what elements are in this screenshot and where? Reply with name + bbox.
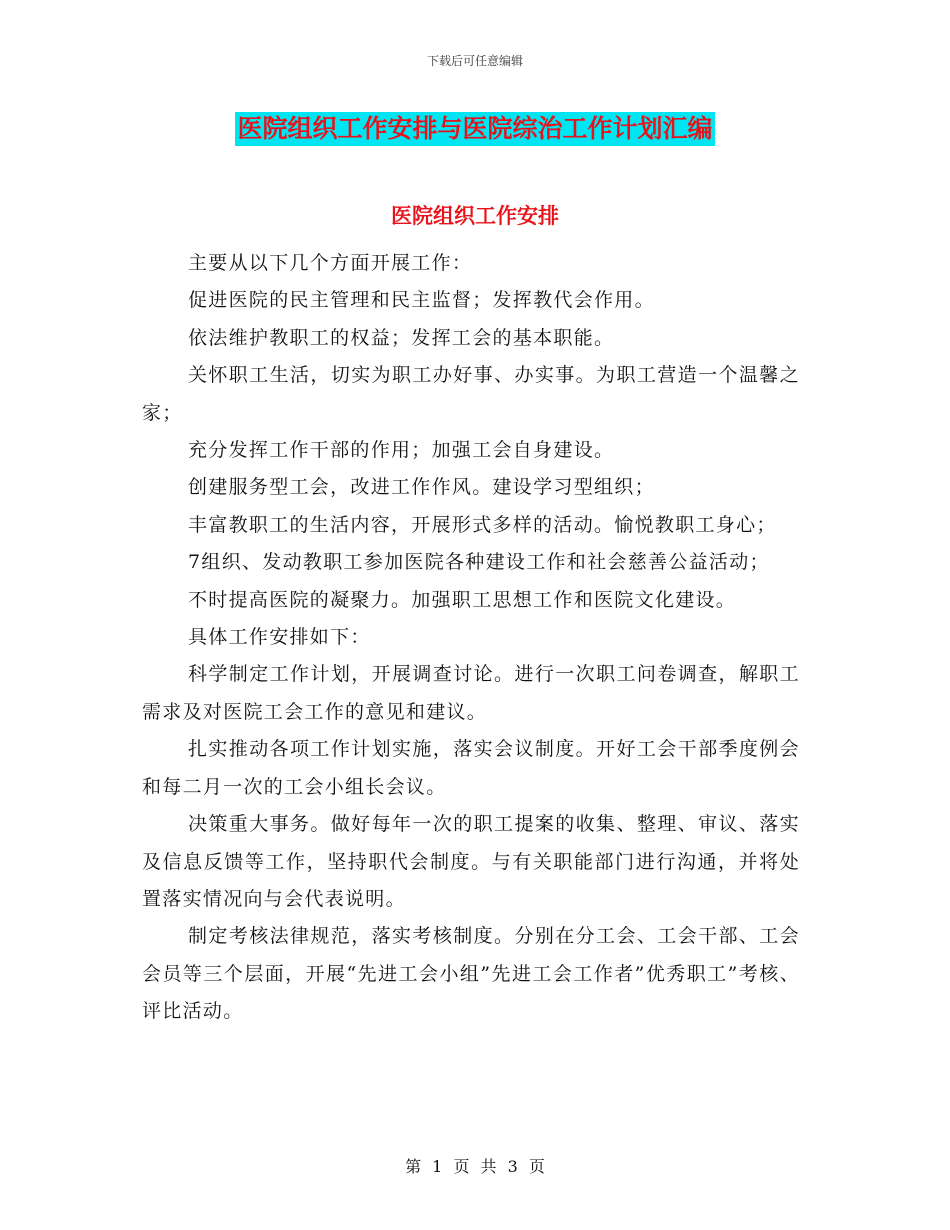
paragraph: 扎实推动各项工作计划实施，落实会议制度。开好工会干部季度例会和每二月一次的工会小组长会议。 — [142, 738, 800, 798]
header-note: 下载后可任意编辑 — [426, 54, 523, 68]
document-title: 医院组织工作安排与医院综治工作计划汇编 — [235, 112, 714, 146]
paragraph: 丰富教职工的生活内容，开展形式多样的活动。愉悦教职工身心； — [188, 513, 777, 536]
paragraph: 制定考核法律规范，落实考核制度。分别在分工会、工会干部、工会会员等三个层面，开展“先进工会小组”先进工会工作者”优秀职工”考核、评比活动。 — [142, 925, 800, 1023]
paragraph: 7组织、发动教职工参加医院各种建设工作和社会慈善公益活动； — [188, 551, 770, 574]
paragraph: 具体工作安排如下： — [188, 626, 371, 649]
paragraph: 不时提高医院的凝聚力。加强职工思想工作和医院文化建设。 — [188, 588, 737, 611]
paragraph: 关怀职工生活，切实为职工办好事、办实事。为职工营造一个温馨之家； — [142, 364, 800, 424]
paragraph: 充分发挥工作干部的作用；加强工会自身建设。 — [188, 439, 615, 462]
section-title: 医院组织工作安排 — [391, 204, 559, 228]
paragraph: 创建服务型工会，改进工作作风。建设学习型组织； — [188, 476, 655, 499]
paragraph: 主要从以下几个方面开展工作： — [188, 252, 473, 274]
page-number: 第 1 页 共 3 页 — [405, 1157, 545, 1176]
document-body — [142, 245, 800, 1031]
paragraph: 科学制定工作计划，开展调查讨论。进行一次职工问卷调查，解职工需求及对医院工会工作的意见和建议。 — [142, 663, 800, 723]
paragraph: 促进医院的民主管理和民主监督；发挥教代会作用。 — [188, 289, 655, 312]
paragraph: 依法维护教职工的权益；发挥工会的基本职能。 — [188, 326, 615, 349]
main-title-wrap — [0, 112, 950, 146]
paragraph: 决策重大事务。做好每年一次的职工提案的收集、整理、审议、落实及信息反馈等工作，坚持职代会制度。与有关职能部门进行沟通，并将处置落实情况向与会代表说明。 — [142, 813, 800, 910]
